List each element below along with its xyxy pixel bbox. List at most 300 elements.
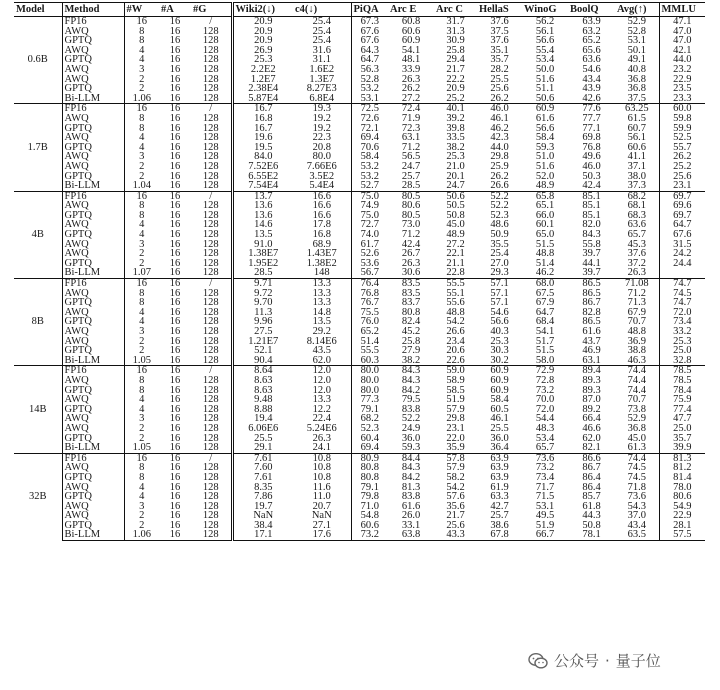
value-cell: 16.6	[312, 201, 331, 211]
table-row	[14, 473, 705, 483]
value-cell: 44.3	[582, 511, 601, 521]
table-row	[14, 386, 705, 396]
value-cell: 30.9	[446, 36, 465, 46]
value-cell: 37.5	[490, 26, 509, 37]
value-cell: 74.9	[351, 201, 388, 211]
value-cell: 16.8	[312, 230, 331, 240]
value-cell: 71.0	[351, 502, 388, 512]
value-cell: 4	[124, 405, 159, 415]
value-cell: 6.06E6	[232, 424, 293, 434]
value-cell: 8	[124, 376, 159, 386]
value-cell: 31.6	[312, 45, 331, 56]
table-row	[14, 133, 705, 143]
value-cell: 52.0	[535, 171, 555, 182]
value-cell: 58.0	[535, 355, 555, 366]
value-cell: 4	[124, 55, 159, 65]
value-cell: 16	[169, 161, 181, 172]
value-cell: 43.4	[627, 520, 646, 531]
value-cell: /	[191, 279, 232, 289]
method-cell: GPTQ	[62, 143, 124, 153]
table-row	[14, 530, 705, 540]
value-cell: 38.0	[627, 171, 646, 182]
value-cell: 16	[169, 268, 181, 279]
value-cell: 21.7	[446, 64, 465, 75]
value-cell: 39.2	[446, 113, 465, 124]
value-cell: 128	[202, 84, 219, 94]
value-cell: 46.0	[477, 104, 522, 114]
table-row	[14, 483, 705, 493]
value-cell: 29.8	[446, 414, 465, 424]
value-cell: 61.5	[627, 113, 646, 124]
value-cell: 68.3	[627, 210, 646, 221]
value-cell: 56.6	[535, 36, 555, 46]
value-cell: 51.4	[535, 258, 555, 269]
table-row	[14, 152, 705, 162]
value-cell: 37.6	[477, 17, 522, 27]
value-cell: 128	[202, 258, 219, 269]
value-cell: 8	[124, 211, 159, 221]
method-cell: AWQ	[62, 133, 124, 143]
value-cell: 68.4	[535, 317, 555, 327]
value-cell: 19.2	[312, 113, 331, 124]
value-cell: 74.4	[627, 375, 646, 386]
value-cell: 78.5	[659, 376, 705, 386]
value-cell: 23.2	[659, 65, 705, 75]
value-cell: 22.8	[446, 268, 465, 279]
value-cell: 86.7	[582, 463, 601, 473]
value-cell: 37.2	[627, 258, 646, 269]
value-cell: 128	[202, 113, 219, 124]
value-cell: 1.95E2	[232, 259, 293, 269]
value-cell: 13.6	[232, 201, 293, 211]
value-cell: 51.1	[535, 84, 555, 94]
value-cell: 50.8	[446, 210, 465, 221]
value-cell: 80.9	[351, 453, 388, 463]
method-cell: AWQ	[62, 395, 124, 405]
value-cell: 50.1	[627, 45, 646, 56]
value-cell: /	[191, 17, 232, 27]
value-cell: 25.5	[490, 423, 509, 434]
value-cell: 2.2E2	[232, 65, 293, 75]
value-cell: 26.2	[490, 171, 509, 182]
value-cell: 8	[124, 473, 159, 483]
wechat-icon	[528, 652, 548, 670]
value-cell: 16.6	[312, 210, 331, 221]
value-cell: 16	[169, 327, 181, 337]
table-row	[14, 36, 705, 46]
value-cell: 71.9	[401, 113, 421, 124]
value-cell: 50.0	[535, 64, 555, 75]
value-cell: 16	[159, 17, 191, 27]
value-cell: 17.1	[232, 530, 293, 540]
value-cell: 4	[124, 317, 159, 327]
value-cell: 58.4	[351, 152, 388, 162]
table-row	[14, 75, 705, 85]
value-cell: 61.8	[582, 501, 601, 512]
value-cell: 58.9	[446, 375, 465, 386]
value-cell: 46.3	[627, 355, 646, 366]
value-cell: 56.1	[535, 26, 555, 37]
value-cell: 53.2	[351, 162, 388, 172]
value-cell: 53.4	[535, 433, 555, 444]
value-cell: 86.5	[568, 279, 615, 289]
value-cell: 27.0	[490, 258, 509, 269]
value-cell: 13.5	[312, 317, 331, 327]
value-cell: 7.61	[232, 453, 293, 463]
table-row	[14, 143, 705, 153]
value-cell: 74.5	[627, 463, 646, 473]
method-cell: AWQ	[62, 376, 124, 386]
value-cell: 71.2	[401, 142, 421, 153]
value-cell: 52.2	[477, 191, 522, 201]
value-cell: 58.5	[446, 385, 465, 396]
value-cell: 36.8	[627, 74, 646, 85]
value-cell: 17.8	[312, 220, 331, 231]
value-cell: 4	[124, 133, 159, 143]
value-cell: 13.3	[312, 298, 331, 308]
value-cell: 31.3	[446, 26, 465, 37]
value-cell: 2	[124, 172, 159, 182]
value-cell: 4	[124, 220, 159, 230]
value-cell: 80.0	[351, 366, 388, 376]
value-cell: 46.0	[582, 161, 601, 172]
value-cell: 26.0	[401, 511, 421, 521]
value-cell: 36.4	[490, 443, 509, 454]
value-cell: 24.4	[659, 259, 705, 269]
value-cell: 80.5	[401, 210, 421, 221]
value-cell: 60.0	[659, 104, 705, 114]
method-cell: GPTQ	[62, 84, 124, 94]
value-cell: 45.0	[627, 433, 646, 444]
value-cell: 20.9	[232, 36, 293, 46]
value-cell: 63.9	[490, 472, 509, 483]
value-cell: 71.08	[615, 279, 659, 289]
value-cell: 83.5	[388, 279, 434, 289]
value-cell: 27.9	[401, 346, 421, 356]
value-cell: 67.3	[351, 17, 388, 27]
value-cell: 59.0	[434, 366, 477, 376]
value-cell: /	[191, 191, 232, 201]
value-cell: 4	[124, 483, 159, 493]
value-cell: 25.8	[401, 336, 421, 347]
value-cell: 80.8	[401, 307, 421, 318]
value-cell: 128	[202, 220, 219, 231]
value-cell: 73.2	[535, 385, 555, 396]
value-cell: 54.9	[659, 502, 705, 512]
value-cell: 63.25	[615, 104, 659, 114]
value-cell: 20.9	[232, 17, 293, 27]
value-cell: 8	[124, 298, 159, 308]
value-cell: 16	[169, 84, 181, 94]
value-cell: 1.38E2	[306, 258, 337, 269]
value-cell: 128	[202, 307, 219, 318]
value-cell: 35.1	[490, 45, 509, 56]
table-row	[14, 376, 705, 386]
value-cell: 58.4	[490, 395, 509, 405]
value-cell: 12.0	[312, 385, 331, 396]
method-cell: AWQ	[62, 502, 124, 512]
value-cell: 47.0	[659, 36, 705, 46]
table-row	[14, 463, 705, 473]
value-cell: 25.7	[490, 511, 509, 521]
value-cell: 68.9	[312, 239, 331, 250]
value-cell: 27.2	[401, 93, 421, 104]
value-cell: 16	[169, 414, 181, 424]
value-cell: 53.2	[351, 172, 388, 182]
value-cell: 37.3	[627, 181, 646, 192]
value-cell: 54.1	[401, 45, 421, 56]
value-cell: 80.6	[659, 492, 705, 502]
method-cell: AWQ	[62, 201, 124, 211]
value-cell: 79.1	[351, 405, 388, 415]
value-cell: 16	[124, 453, 159, 463]
table-row	[14, 279, 705, 289]
value-cell: 16	[169, 220, 181, 231]
value-cell: 11.0	[312, 492, 331, 502]
value-cell: 81.3	[401, 482, 421, 493]
method-cell: Bi-LLM	[62, 356, 124, 366]
value-cell: 7.60	[232, 463, 293, 473]
value-cell: 61.7	[351, 240, 388, 250]
value-cell: 67.8	[477, 530, 522, 540]
table-row	[14, 220, 705, 230]
value-cell: 49.5	[535, 511, 555, 521]
table-row	[14, 181, 705, 191]
value-cell: 22.9	[659, 511, 705, 521]
value-cell: 70.6	[351, 143, 388, 153]
value-cell: 55.4	[535, 45, 555, 56]
table-row	[14, 104, 705, 114]
value-cell: 60.9	[401, 36, 421, 46]
value-cell: 20.9	[232, 27, 293, 37]
value-cell: 73.6	[522, 453, 568, 463]
value-cell: 16	[169, 230, 181, 240]
value-cell: 29.8	[490, 152, 509, 162]
value-cell: 7.52E6	[232, 162, 293, 172]
value-cell: 16	[124, 191, 159, 201]
value-cell: 128	[202, 404, 219, 415]
value-cell: 28.2	[490, 64, 509, 75]
value-cell: 128	[202, 239, 219, 250]
value-cell: 54.6	[490, 307, 509, 318]
value-cell: 72.8	[535, 375, 555, 386]
value-cell: 128	[202, 181, 219, 192]
value-cell: 27.1	[312, 520, 331, 531]
header-cell: HellaS	[477, 3, 522, 17]
value-cell: 51.6	[535, 161, 555, 172]
table-row	[14, 46, 705, 56]
method-cell: GPTQ	[62, 434, 124, 444]
model-size-cell: 14B	[14, 366, 62, 453]
value-cell: 25.5	[490, 74, 509, 85]
header-cell: Arc C	[434, 3, 477, 17]
value-cell: 26.3	[312, 433, 331, 444]
value-cell: 63.6	[582, 55, 601, 65]
method-cell: GPTQ	[62, 405, 124, 415]
value-cell: 79.8	[351, 492, 388, 502]
value-cell: 63.1	[582, 355, 601, 366]
value-cell: 16	[124, 279, 159, 289]
value-cell: 50.8	[582, 520, 601, 531]
value-cell: /	[191, 366, 232, 376]
value-cell: 2	[124, 511, 159, 521]
value-cell: 50.6	[535, 93, 555, 104]
value-cell: 46.2	[535, 268, 555, 279]
table-row	[14, 511, 705, 521]
value-cell: 70.0	[535, 395, 555, 405]
value-cell: 55.6	[446, 298, 465, 308]
method-cell: GPTQ	[62, 386, 124, 396]
value-cell: 56.3	[351, 65, 388, 75]
value-cell: 25.6	[659, 172, 705, 182]
value-cell: 22.2	[446, 74, 465, 85]
value-cell: 5.4E4	[309, 181, 335, 192]
table-row	[14, 191, 705, 201]
value-cell: 12.0	[312, 375, 331, 386]
value-cell: 14.6	[232, 220, 293, 230]
value-cell: 73.4	[659, 317, 705, 327]
value-cell: 83.8	[401, 492, 421, 502]
value-cell: 23.5	[659, 84, 705, 94]
table-row	[14, 240, 705, 250]
value-cell: 16	[124, 366, 159, 376]
value-cell: 57.1	[477, 279, 522, 289]
value-cell: 31.1	[312, 55, 331, 65]
value-cell: 9.96	[232, 317, 293, 327]
value-cell: 60.9	[490, 385, 509, 396]
value-cell: 7.86	[232, 492, 293, 502]
value-cell: 23.3	[659, 94, 705, 104]
header-cell: #A	[159, 3, 191, 17]
value-cell: 42.1	[659, 46, 705, 56]
value-cell: 50.5	[446, 201, 465, 211]
value-cell: 77.6	[568, 104, 615, 114]
value-cell: 52.3	[351, 424, 388, 434]
value-cell: 48.1	[401, 55, 421, 65]
value-cell: 70.7	[627, 317, 646, 327]
value-cell: 148	[313, 268, 330, 279]
value-cell: 128	[202, 26, 219, 37]
value-cell: 52.8	[351, 75, 388, 85]
value-cell: 128	[202, 45, 219, 56]
value-cell: 38.4	[232, 521, 293, 531]
value-cell: 29.2	[312, 327, 331, 337]
value-cell: 16	[169, 520, 181, 531]
value-cell: 16	[169, 307, 181, 318]
value-cell: 33.2	[659, 327, 705, 337]
value-cell: 16	[169, 511, 181, 521]
value-cell: 78.1	[568, 530, 615, 540]
value-cell: 26.3	[401, 258, 421, 269]
method-cell: AWQ	[62, 511, 124, 521]
value-cell: 53.1	[535, 501, 555, 512]
value-cell: 64.7	[351, 55, 388, 65]
value-cell: 80.0	[351, 376, 388, 386]
value-cell: 128	[202, 520, 219, 531]
table-row	[14, 249, 705, 259]
value-cell: 73.8	[627, 404, 646, 415]
value-cell: 35.6	[446, 501, 465, 512]
value-cell: 128	[202, 64, 219, 75]
value-cell: 84.2	[401, 472, 421, 483]
value-cell: 23.4	[446, 336, 465, 347]
value-cell: 55.7	[659, 143, 705, 153]
value-cell: 5.87E4	[232, 94, 293, 104]
value-cell: 42.4	[401, 239, 421, 250]
value-cell: 64.3	[351, 46, 388, 56]
value-cell: 25.6	[490, 84, 509, 94]
value-cell: 27.2	[446, 239, 465, 250]
value-cell: 46.1	[490, 113, 509, 124]
value-cell: 83.8	[401, 404, 421, 415]
value-cell: 48.6	[490, 220, 509, 231]
value-cell: 16	[169, 239, 181, 250]
header-cell: Avg(↑)	[615, 3, 659, 17]
value-cell: 41.1	[627, 152, 646, 162]
value-cell: 25.5	[232, 434, 293, 444]
value-cell: 52.7	[351, 181, 388, 191]
table-row	[14, 27, 705, 37]
value-cell: 52.2	[401, 414, 421, 424]
value-cell: 80.8	[351, 473, 388, 483]
value-cell: 39.8	[446, 123, 465, 134]
value-cell: 22.3	[312, 133, 331, 143]
value-cell: 44.0	[490, 142, 509, 153]
value-cell: 26.7	[401, 249, 421, 259]
method-cell: Bi-LLM	[62, 94, 124, 104]
value-cell: 128	[202, 133, 219, 143]
value-cell: 4	[124, 308, 159, 318]
method-cell: FP16	[62, 104, 124, 114]
value-cell: 1.43E7	[306, 249, 337, 259]
value-cell: 12.0	[293, 366, 351, 376]
table-row	[14, 162, 705, 172]
value-cell: 57.9	[446, 404, 465, 415]
value-cell: 71.2	[627, 288, 646, 299]
value-cell: 86.4	[582, 482, 601, 493]
value-cell: 46.2	[490, 123, 509, 134]
value-cell: 10.8	[293, 453, 351, 463]
value-cell: 51.4	[351, 337, 388, 347]
value-cell: 16	[169, 375, 181, 386]
value-cell: 16	[169, 133, 181, 143]
method-cell: Bi-LLM	[62, 443, 124, 453]
value-cell: 48.9	[535, 181, 555, 192]
method-cell: Bi-LLM	[62, 530, 124, 540]
value-cell: 16	[169, 298, 181, 308]
value-cell: 52.1	[232, 346, 293, 356]
value-cell: 60.4	[351, 434, 388, 444]
value-cell: 73.0	[401, 220, 421, 231]
value-cell: 43.5	[312, 346, 331, 356]
value-cell: 76.7	[351, 298, 388, 308]
value-cell: 68.2	[351, 414, 388, 424]
value-cell: 27.5	[232, 327, 293, 337]
value-cell: 63.2	[582, 26, 601, 37]
table-row	[14, 317, 705, 327]
value-cell: 21.1	[446, 258, 465, 269]
method-cell: AWQ	[62, 162, 124, 172]
value-cell: 83.7	[401, 298, 421, 308]
value-cell: 7.54E4	[232, 181, 293, 191]
value-cell: 82.1	[582, 443, 601, 454]
value-cell: 64.7	[535, 307, 555, 318]
value-cell: 40.1	[434, 104, 477, 114]
value-cell: 80.0	[351, 386, 388, 396]
value-cell: 68.1	[627, 201, 646, 211]
value-cell: 28.5	[232, 268, 293, 278]
value-cell: 48.8	[535, 249, 555, 259]
